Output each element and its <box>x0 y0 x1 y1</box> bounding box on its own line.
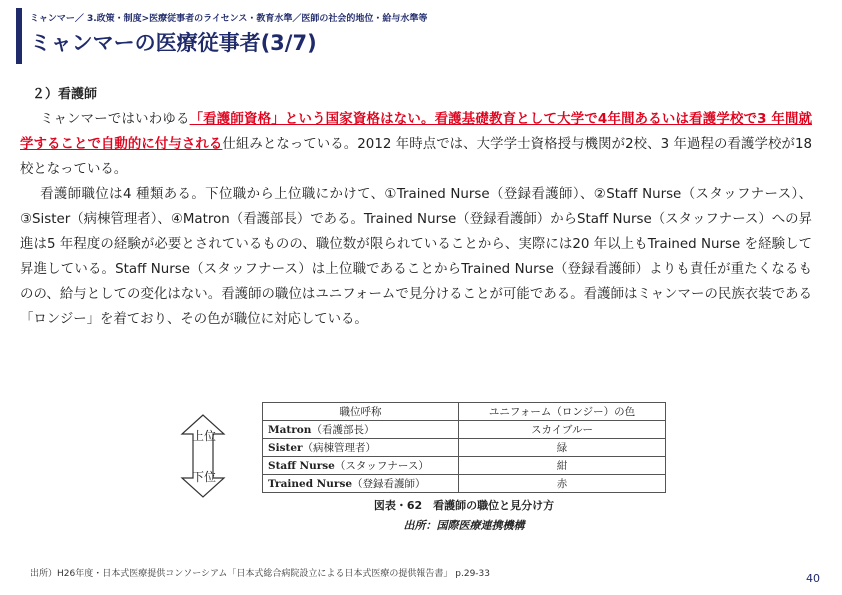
paragraph-1 <box>20 107 812 182</box>
figure-caption: 図表・62 看護師の職位と見分け方 <box>373 499 555 512</box>
page-number: 40 <box>806 572 820 585</box>
paragraph-1-pre: ミャンマーではいわゆる <box>40 112 190 127</box>
header-cell-uniform: ユニフォーム（ロンジー）の色 <box>459 403 666 421</box>
figure-source: 出所：国際医療連携機構 <box>403 519 525 532</box>
rank-name-ja: （病棟管理者） <box>302 442 377 454</box>
table-row <box>263 439 666 457</box>
rank-name: Staff Nurse <box>268 460 335 472</box>
paragraph-1-post: 仕組みとなっている。2012 年時点では、大学学士資格授与機関が2校、3 年過程の看護学校が18 校となっている。 <box>20 137 813 177</box>
rank-name-ja: （看護部長） <box>311 424 375 436</box>
table-row <box>263 475 666 493</box>
table-row <box>263 421 666 439</box>
uniform-color: 緑 <box>459 439 666 457</box>
rank-name: Matron <box>268 424 312 436</box>
breadcrumb: ミャンマー／ 3.政策・制度>医療従事者のライセンス・教育水準／医師の社会的地位・給与水準等 <box>30 14 428 24</box>
header-cell-rank: 職位呼称 <box>263 403 459 421</box>
rank-arrow-diagram <box>176 414 230 498</box>
page-title: ミャンマーの医療従事者(3/7) <box>30 31 317 55</box>
uniform-color: 赤 <box>459 475 666 493</box>
body-text <box>20 107 812 332</box>
uniform-color: 紺 <box>459 457 666 475</box>
lower-rank-label: 下位 <box>192 470 217 484</box>
uniform-color: スカイブルー <box>459 421 666 439</box>
table-header-row <box>263 403 666 421</box>
footer-source: 出所）H26年度・日本式医療提供コンソーシアム「日本式総合病院設立による日本式医療の提供報告書」 p.29-33 <box>30 569 490 579</box>
rank-name-ja: （スタッフナース） <box>334 460 429 472</box>
paragraph-2: 看護師職位は4 種類ある。下位職から上位職にかけて、①Trained Nurse（登録看護師）、②Staff Nurse（スタッフナース）、③Sister（病棟管理者）、④Matron（看護部長）である。Trained Nurse（登録看護師）からStaff Nurse（スタッフナース）への昇進は5 年程度の経験が必要とされているものの、職位数が限られていることから、実際には20 年以上もTrained Nurse を経験して昇進している。Staff Nurse（スタッフナース）は上位職であることからTrained Nurse（登録看護師）よりも責任が重たくなるものの、給与としての変化はない。看護師の職位はユニフォームで見分けることが可能である。看護師はミャンマーの民族衣装である「ロンジー」を着ており、その色が職位に対応している。 <box>20 187 812 327</box>
title-accent-bar <box>16 8 22 64</box>
paragraph-1-emphasis: 「看護師資格」という国家資格はない。看護基礎教育として大学で4年間あるいは看護学校で3 年間就学することで自動的に付与される <box>20 112 812 152</box>
rank-name: Trained Nurse <box>268 478 353 490</box>
upper-rank-label: 上位 <box>192 429 217 443</box>
rank-name-ja: （登録看護師） <box>352 478 426 490</box>
table-row <box>263 457 666 475</box>
nurse-rank-table <box>262 402 666 493</box>
rank-name: Sister <box>268 442 303 454</box>
section-heading: ２）看護師 <box>32 87 98 102</box>
